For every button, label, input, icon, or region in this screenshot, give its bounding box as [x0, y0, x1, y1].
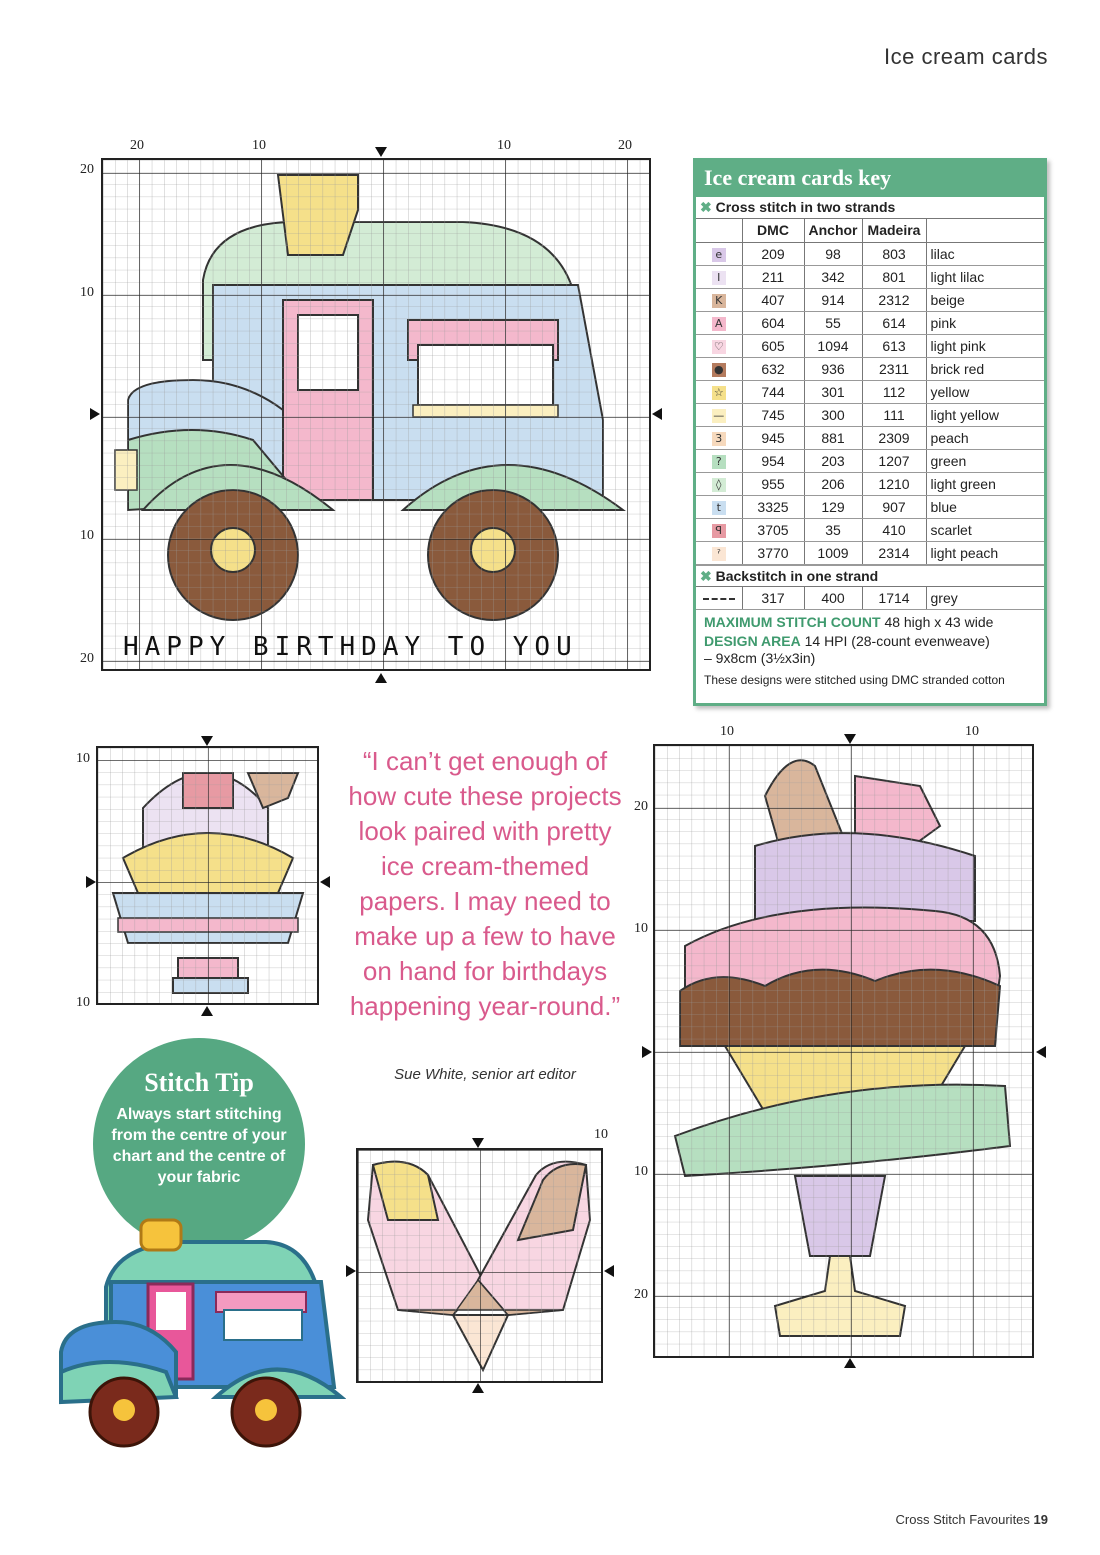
key-col-anchor: Anchor [804, 219, 862, 242]
parfait-chart-art [655, 746, 1032, 1356]
key-dmc: 407 [742, 288, 804, 311]
pull-quote: “I can’t get enough of how cute these projects look paired with pretty ice cream-themed papers. I may need to make up a few to have on hand for birthdays happening year-round.” [348, 746, 622, 1021]
parfait-top-label-1: 10 [720, 724, 734, 739]
sundae-side-label-2: 10 [76, 995, 90, 1010]
van-center-arrow-left [90, 408, 100, 420]
key-madeira: 614 [862, 311, 926, 334]
key-anchor: 301 [804, 380, 862, 403]
thread-swatch-icon: K [712, 294, 726, 308]
key-madeira: 410 [862, 518, 926, 541]
thread-swatch-icon: ● [712, 363, 726, 377]
key-color-name: peach [926, 426, 1044, 449]
key-col-madeira: Madeira [862, 219, 926, 242]
backstitch-name: grey [926, 587, 1044, 610]
key-dmc: 604 [742, 311, 804, 334]
parfait-side-label-1: 20 [634, 799, 648, 814]
key-backstitch-table [696, 587, 1044, 611]
thread-swatch-icon: e [712, 248, 726, 262]
page-footer: Cross Stitch Favourites 19 [895, 1512, 1048, 1527]
key-anchor: 55 [804, 311, 862, 334]
parfait-center-arrow-top [844, 734, 856, 744]
van-side-label-4: 20 [80, 651, 94, 666]
stitch-tip-title: Stitch Tip [144, 1068, 254, 1097]
key-color-name: light pink [926, 334, 1044, 357]
sundae-center-arrow-top [201, 736, 213, 746]
cones-center-arrow-left [346, 1265, 356, 1277]
key-table [696, 219, 1044, 565]
van-chart-art [103, 160, 649, 669]
key-anchor: 129 [804, 495, 862, 518]
key-dmc: 745 [742, 403, 804, 426]
quote-attribution: Sue White, senior art editor [394, 1066, 576, 1083]
van-top-label-1: 20 [130, 138, 144, 153]
key-row [696, 357, 1044, 380]
thread-swatch-icon: A [712, 317, 726, 331]
van-top-label-3: 10 [497, 138, 511, 153]
cones-chart-art [358, 1150, 601, 1381]
sundae-center-arrow-right [320, 876, 330, 888]
key-dmc: 211 [742, 265, 804, 288]
backstitch-dmc: 317 [742, 587, 804, 610]
cones-chart [356, 1148, 603, 1383]
key-dmc: 3325 [742, 495, 804, 518]
key-anchor: 914 [804, 288, 862, 311]
key-madeira: 2314 [862, 541, 926, 564]
stitch-tip-text: Always start stitching from the centre of your chart and the centre of your fabric [111, 1106, 287, 1186]
sundae-chart-art [98, 748, 317, 1003]
key-dmc: 945 [742, 426, 804, 449]
key-color-name: light green [926, 472, 1044, 495]
thread-swatch-icon: I [712, 271, 726, 285]
key-row [696, 242, 1044, 265]
sundae-side-label-1: 10 [76, 751, 90, 766]
key-anchor: 203 [804, 449, 862, 472]
van-greeting: HAPPY BIRTHDAY TO YOU [123, 632, 578, 662]
key-cross-stitch-label: ✖ Cross stitch in two strands [696, 197, 1044, 219]
parfait-top-label-2: 10 [965, 724, 979, 739]
van-side-label-3: 10 [80, 528, 94, 543]
key-anchor: 35 [804, 518, 862, 541]
key-anchor: 206 [804, 472, 862, 495]
key-row [696, 403, 1044, 426]
key-row [696, 288, 1044, 311]
parfait-chart [653, 744, 1034, 1358]
thread-swatch-icon: — [713, 409, 725, 422]
key-box [693, 158, 1047, 706]
thread-swatch-icon: ˀ [712, 547, 726, 561]
key-row [696, 541, 1044, 564]
key-dmc: 954 [742, 449, 804, 472]
thread-swatch-icon: ☆ [712, 386, 726, 400]
van-center-arrow-right [652, 408, 662, 420]
cones-top-label-1: 10 [594, 1127, 608, 1142]
key-title: Ice cream cards key [696, 161, 1044, 197]
parfait-center-arrow-bottom [844, 1358, 856, 1368]
parfait-center-arrow-left [642, 1046, 652, 1058]
key-row [696, 449, 1044, 472]
thread-swatch-icon: ♡ [712, 340, 726, 354]
key-madeira: 803 [862, 242, 926, 265]
section-title: Ice cream cards [884, 44, 1048, 69]
sundae-center-arrow-left [86, 876, 96, 888]
key-row [696, 334, 1044, 357]
van-center-arrow-top [375, 147, 387, 157]
design-area: DESIGN AREA 14 HPI (28-count evenweave) – 9x8cm (3½x3in) [704, 633, 990, 666]
key-anchor: 300 [804, 403, 862, 426]
key-anchor: 98 [804, 242, 862, 265]
key-row [696, 472, 1044, 495]
key-color-name: lilac [926, 242, 1044, 265]
key-madeira: 1210 [862, 472, 926, 495]
backstitch-madeira: 1714 [862, 587, 926, 610]
parfait-center-arrow-right [1036, 1046, 1046, 1058]
key-dmc: 955 [742, 472, 804, 495]
key-color-name: light yellow [926, 403, 1044, 426]
key-row [696, 380, 1044, 403]
key-madeira: 907 [862, 495, 926, 518]
backstitch-line-icon [703, 598, 735, 600]
sundae-center-arrow-bottom [201, 1006, 213, 1016]
key-row [696, 426, 1044, 449]
key-color-name: scarlet [926, 518, 1044, 541]
key-color-name: beige [926, 288, 1044, 311]
key-color-name: yellow [926, 380, 1044, 403]
van-center-arrow-bottom [375, 673, 387, 683]
key-anchor: 1094 [804, 334, 862, 357]
key-dmc: 3705 [742, 518, 804, 541]
van-chart [101, 158, 651, 671]
key-color-name: light peach [926, 541, 1044, 564]
key-row [696, 265, 1044, 288]
key-madeira: 112 [862, 380, 926, 403]
key-row [696, 311, 1044, 334]
key-madeira: 801 [862, 265, 926, 288]
key-madeira: 2311 [862, 357, 926, 380]
key-anchor: 342 [804, 265, 862, 288]
backstitch-anchor: 400 [804, 587, 862, 610]
thread-swatch-icon: ◊ [712, 478, 726, 492]
key-col-dmc: DMC [742, 219, 804, 242]
key-color-name: pink [926, 311, 1044, 334]
parfait-side-label-3: 10 [634, 1164, 648, 1179]
key-note: These designs were stitched using DMC stranded cotton [704, 673, 1005, 687]
key-row [696, 495, 1044, 518]
van-top-label-4: 20 [618, 138, 632, 153]
key-madeira: 2309 [862, 426, 926, 449]
thread-swatch-icon: ? [712, 455, 726, 469]
cones-center-arrow-right [604, 1265, 614, 1277]
parfait-side-label-2: 10 [634, 921, 648, 936]
key-anchor: 936 [804, 357, 862, 380]
stitched-van-photo [56, 1212, 346, 1457]
key-dmc: 3770 [742, 541, 804, 564]
max-stitch-count: MAXIMUM STITCH COUNT 48 high x 43 wide [704, 614, 994, 630]
key-row [696, 518, 1044, 541]
key-madeira: 613 [862, 334, 926, 357]
key-anchor: 1009 [804, 541, 862, 564]
sundae-chart [96, 746, 319, 1005]
key-anchor: 881 [804, 426, 862, 449]
cones-center-arrow-bottom [472, 1383, 484, 1393]
van-side-label-2: 10 [80, 285, 94, 300]
thread-swatch-icon: 3 [712, 432, 726, 446]
cones-center-arrow-top [472, 1138, 484, 1148]
key-color-name: blue [926, 495, 1044, 518]
key-color-name: green [926, 449, 1044, 472]
key-backstitch-label: ✖ Backstitch in one strand [696, 565, 1044, 587]
key-dmc: 605 [742, 334, 804, 357]
key-madeira: 2312 [862, 288, 926, 311]
van-side-label-1: 20 [80, 162, 94, 177]
thread-swatch-icon: ꟼ [712, 524, 726, 538]
key-dmc: 209 [742, 242, 804, 265]
parfait-side-label-4: 20 [634, 1287, 648, 1302]
key-dmc: 744 [742, 380, 804, 403]
key-madeira: 111 [862, 403, 926, 426]
key-color-name: light lilac [926, 265, 1044, 288]
key-color-name: brick red [926, 357, 1044, 380]
thread-swatch-icon: t [712, 501, 726, 515]
van-top-label-2: 10 [252, 138, 266, 153]
key-dmc: 632 [742, 357, 804, 380]
key-madeira: 1207 [862, 449, 926, 472]
